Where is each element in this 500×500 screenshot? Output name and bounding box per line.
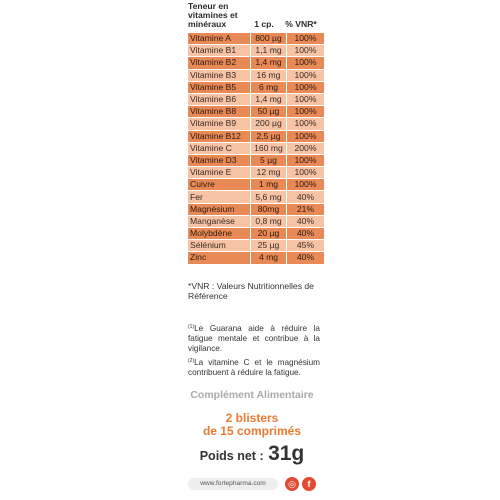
nutrient-amount: 1,4 mg	[251, 93, 287, 105]
nutrient-name: Vitamine C	[188, 142, 251, 154]
nutrient-amount: 80mg	[251, 203, 287, 215]
table-row	[188, 203, 324, 215]
website-link[interactable]: www.fortepharma.com	[188, 478, 278, 490]
nutrient-amount: 4 mg	[251, 252, 287, 264]
nutrient-vnr: 100%	[287, 57, 325, 69]
table-row	[188, 154, 324, 166]
nutrient-amount: 5 µg	[251, 154, 287, 166]
nutrient-name: Vitamine B12	[188, 130, 251, 142]
nutrient-vnr: 100%	[287, 93, 325, 105]
nutrient-amount: 1 mg	[251, 179, 287, 191]
header-amount: 1 cp.	[254, 19, 274, 29]
nutrient-amount: 200 µg	[251, 118, 287, 130]
nutrient-name: Vitamine B6	[188, 93, 251, 105]
nutrient-vnr: 40%	[287, 252, 325, 264]
table-row	[188, 93, 324, 105]
nutrient-vnr: 100%	[287, 179, 325, 191]
header-vnr: % VNR*	[285, 19, 317, 29]
table-row	[188, 45, 324, 57]
nutrient-vnr: 100%	[287, 33, 325, 45]
nutrient-name: Cuivre	[188, 179, 251, 191]
table-row	[188, 130, 324, 142]
nutrient-vnr: 100%	[287, 45, 325, 57]
blister-count: 2 blisters	[225, 411, 279, 425]
nutrient-vnr: 200%	[287, 142, 325, 154]
net-weight	[182, 442, 322, 466]
nutrient-amount: 1,1 mg	[251, 45, 287, 57]
table-row	[188, 69, 324, 81]
nutrient-name: Magnésium	[188, 203, 251, 215]
nutrient-amount: 16 mg	[251, 69, 287, 81]
nutrient-amount: 12 mg	[251, 167, 287, 179]
nutrient-amount: 50 µg	[251, 106, 287, 118]
nutrient-name: Fer	[188, 191, 251, 203]
nutrient-name: Zinc	[188, 252, 251, 264]
nutrient-name: Vitamine B2	[188, 57, 251, 69]
nutrient-vnr: 100%	[287, 118, 325, 130]
table-row	[188, 228, 324, 240]
nutrient-amount: 800 µg	[251, 33, 287, 45]
table-row	[188, 81, 324, 93]
nutrient-vnr: 100%	[287, 167, 325, 179]
blister-info	[182, 412, 322, 438]
table-row	[188, 240, 324, 252]
table-row	[188, 106, 324, 118]
nutrient-name: Vitamine B3	[188, 69, 251, 81]
nutrient-name: Manganèse	[188, 215, 251, 227]
table-row	[188, 179, 324, 191]
nutrient-amount: 160 mg	[251, 142, 287, 154]
instagram-icon[interactable]: ◎	[285, 477, 299, 491]
nutrition-panel	[182, 0, 322, 500]
table-header	[188, 2, 318, 32]
facebook-icon[interactable]: f	[302, 477, 316, 491]
nutrient-vnr: 100%	[287, 130, 325, 142]
table-row	[188, 57, 324, 69]
nutrient-name: Vitamine B9	[188, 118, 251, 130]
tablet-count: de 15 comprimés	[202, 424, 302, 438]
nutrient-name: Vitamine B5	[188, 81, 251, 93]
nutrient-amount: 5,6 mg	[251, 191, 287, 203]
table-row	[188, 191, 324, 203]
vnr-footnote: *VNR : Valeurs Nutritionnelles de Référence	[188, 281, 314, 301]
table-row	[188, 252, 324, 264]
net-weight-label: Poids net :	[199, 449, 264, 463]
nutrient-amount: 2,5 µg	[251, 130, 287, 142]
table-row	[188, 215, 324, 227]
nutrient-vnr: 21%	[287, 203, 325, 215]
nutrient-vnr: 40%	[287, 215, 325, 227]
header-nutrient: Teneur en vitamines et minéraux	[188, 1, 238, 29]
nutrient-amount: 25 µg	[251, 240, 287, 252]
nutrient-vnr: 100%	[287, 106, 325, 118]
nutrient-amount: 6 mg	[251, 81, 287, 93]
nutrient-vnr: 40%	[287, 191, 325, 203]
nutrient-name: Vitamine D3	[188, 154, 251, 166]
nutrient-name: Vitamine A	[188, 33, 251, 45]
nutrient-name: Sélénium	[188, 240, 251, 252]
category-label: Complément Alimentaire	[190, 389, 314, 401]
nutrient-vnr: 100%	[287, 69, 325, 81]
notes	[188, 322, 320, 380]
note-2: $^{(2)}$La vitamine C et le magnésium contribuent à réduire la fatigue.	[188, 358, 320, 377]
table-row	[188, 142, 324, 154]
nutrient-amount: 20 µg	[251, 228, 287, 240]
nutrient-vnr: 40%	[287, 228, 325, 240]
nutrient-amount: 1,4 mg	[251, 57, 287, 69]
table-row	[188, 167, 324, 179]
table-row	[188, 118, 324, 130]
nutrient-name: Vitamine E	[188, 167, 251, 179]
note-1: $^{(1)}$Le Guarana aide à réduire la fatigue mentale et contribue à la vigilance.	[188, 324, 320, 353]
nutrient-name: Vitamine B8	[188, 106, 251, 118]
table-row	[188, 33, 324, 45]
nutrient-name: Molybdène	[188, 228, 251, 240]
nutrient-amount: 0,8 mg	[251, 215, 287, 227]
net-weight-value: 31g	[268, 442, 305, 465]
nutrition-table	[188, 33, 324, 265]
nutrient-vnr: 100%	[287, 154, 325, 166]
nutrient-name: Vitamine B1	[188, 45, 251, 57]
nutrient-vnr: 45%	[287, 240, 325, 252]
nutrient-vnr: 100%	[287, 81, 325, 93]
